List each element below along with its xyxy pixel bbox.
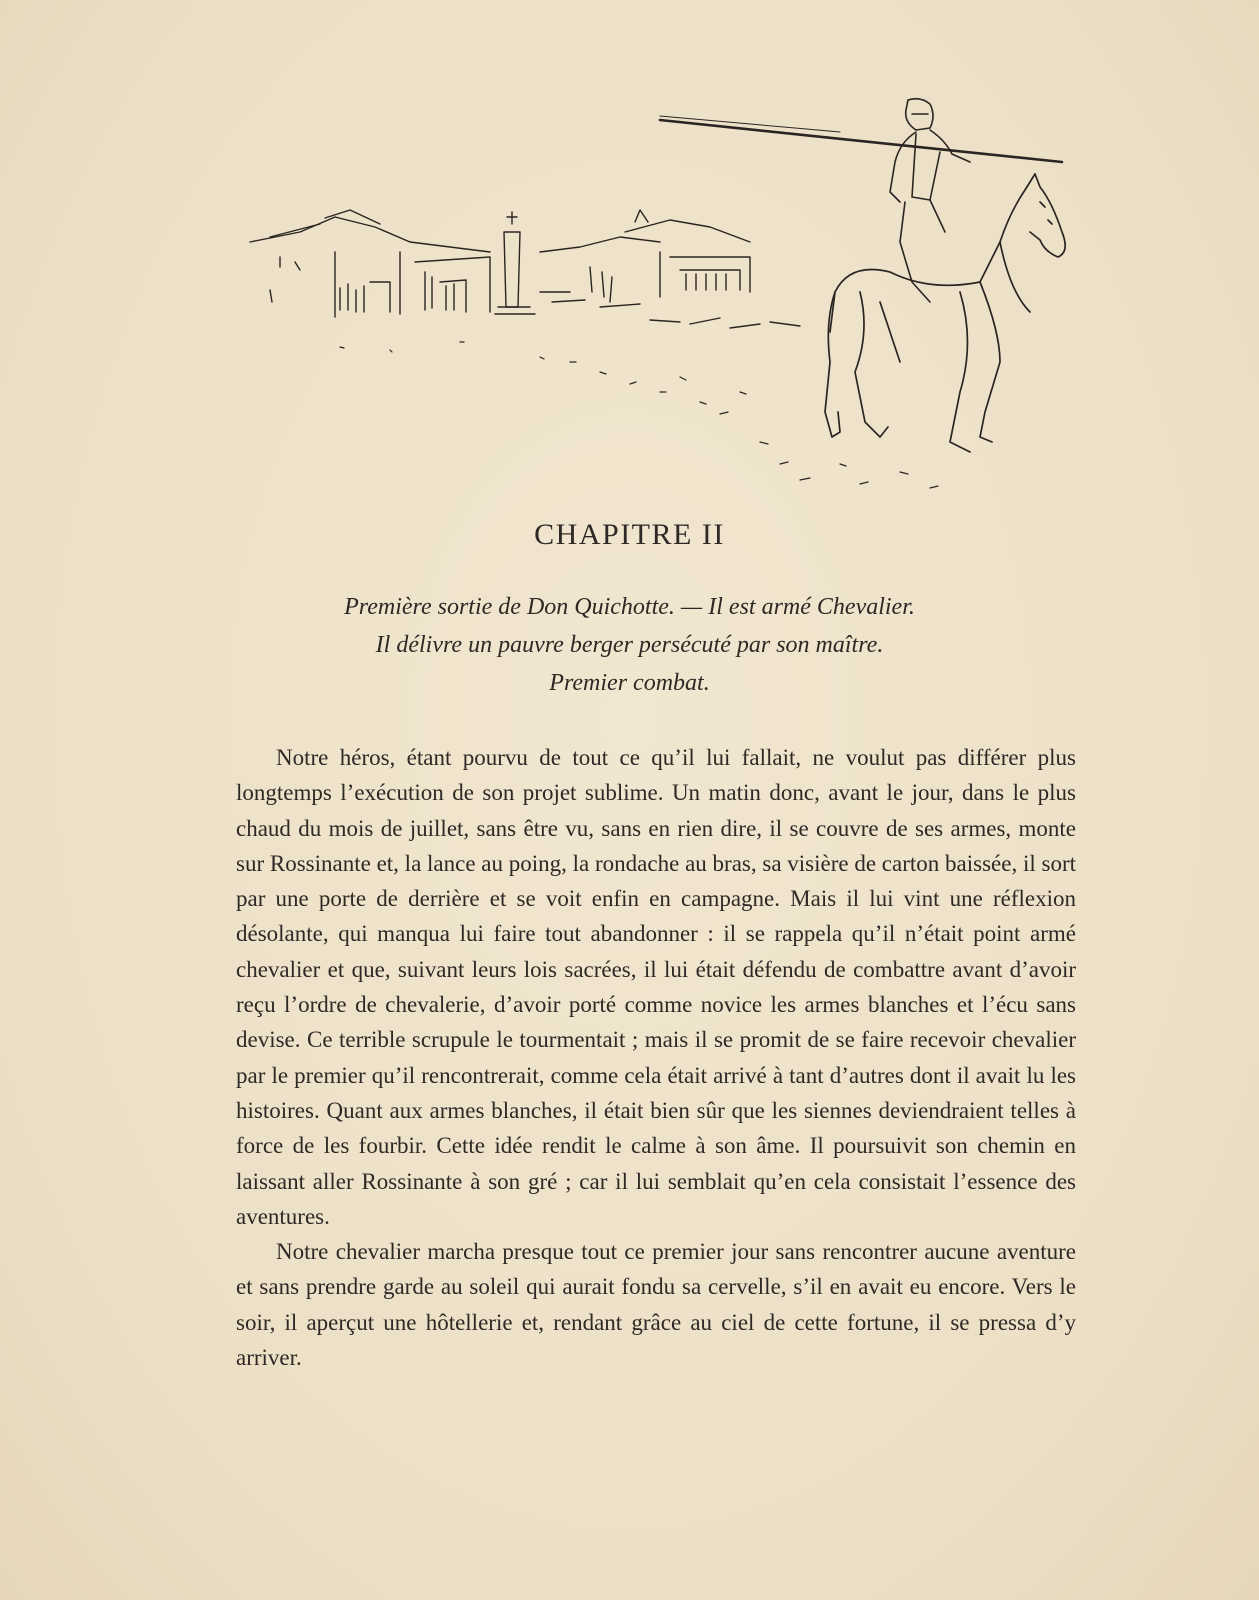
summary-line: Il délivre un pauvre berger persécuté par son maître. [375,632,884,658]
knight-on-horse-illustration [240,92,1100,512]
horse-sketch [825,174,1065,452]
lance-sketch [660,120,1062,162]
ground-sketch [340,342,938,488]
chapter-body [236,740,1076,1375]
paragraph: Notre héros, étant pourvu de tout ce qu’il lui fallait, ne voulut pas différer plus longtemps l’exécution de son projet sublime. Un matin donc, avant le jour, dans le plus chaud du mois de juillet, sans être vu, sans en rien dire, il se couvre de ses armes, monte sur Rossinante et, la lance au poing, la rondache au bras, sa visière de carton baissée, il sort par une porte de derrière et se voit enfin en campagne. Mais il lui vint une réflexion désolante, qui manqua lui faire tout abandonner : il se rappela qu’il n’était point armé chevalier et que, suivant leurs lois sacrées, il lui était défendu de combattre avant d’avoir reçu l’ordre de chevalerie, d’avoir porté comme novice les armes blanches et l’écu sans devise. Ce terrible scrupule le tourmentait ; mais il se promit de se faire recevoir chevalier par le premier qu’il rencontrerait, comme cela était arrivé à tant d’autres dont il avait lu les histoires. Quant aux armes blanches, il était bien sûr que les siennes deviendraient telles à force de les fourbir. Cette idée rendit le calme à son âme. Il poursuivit son chemin en laissant aller Rossinante à son gré ; car il lui semblait qu’en cela consistait l’essence des aventures. [236,745,1076,1229]
chapter-summary [0,588,1259,702]
village-sketch [250,210,800,328]
knight-sketch [890,99,970,302]
paragraph: Notre chevalier marcha presque tout ce premier jour sans rencontrer aucune aventure et sans prendre garde au soleil qui aurait fondu sa cervelle, s’il en avait eu encore. Vers le soir, il aperçut une hôtellerie et, rendant grâce au ciel de cette fortune, il se pressa d’y arriver. [236,1239,1076,1371]
summary-line: Première sortie de Don Quichotte. — Il est armé Chevalier. [344,594,915,620]
summary-line: Premier combat. [549,670,710,696]
chapter-title: CHAPITRE II [534,518,725,551]
